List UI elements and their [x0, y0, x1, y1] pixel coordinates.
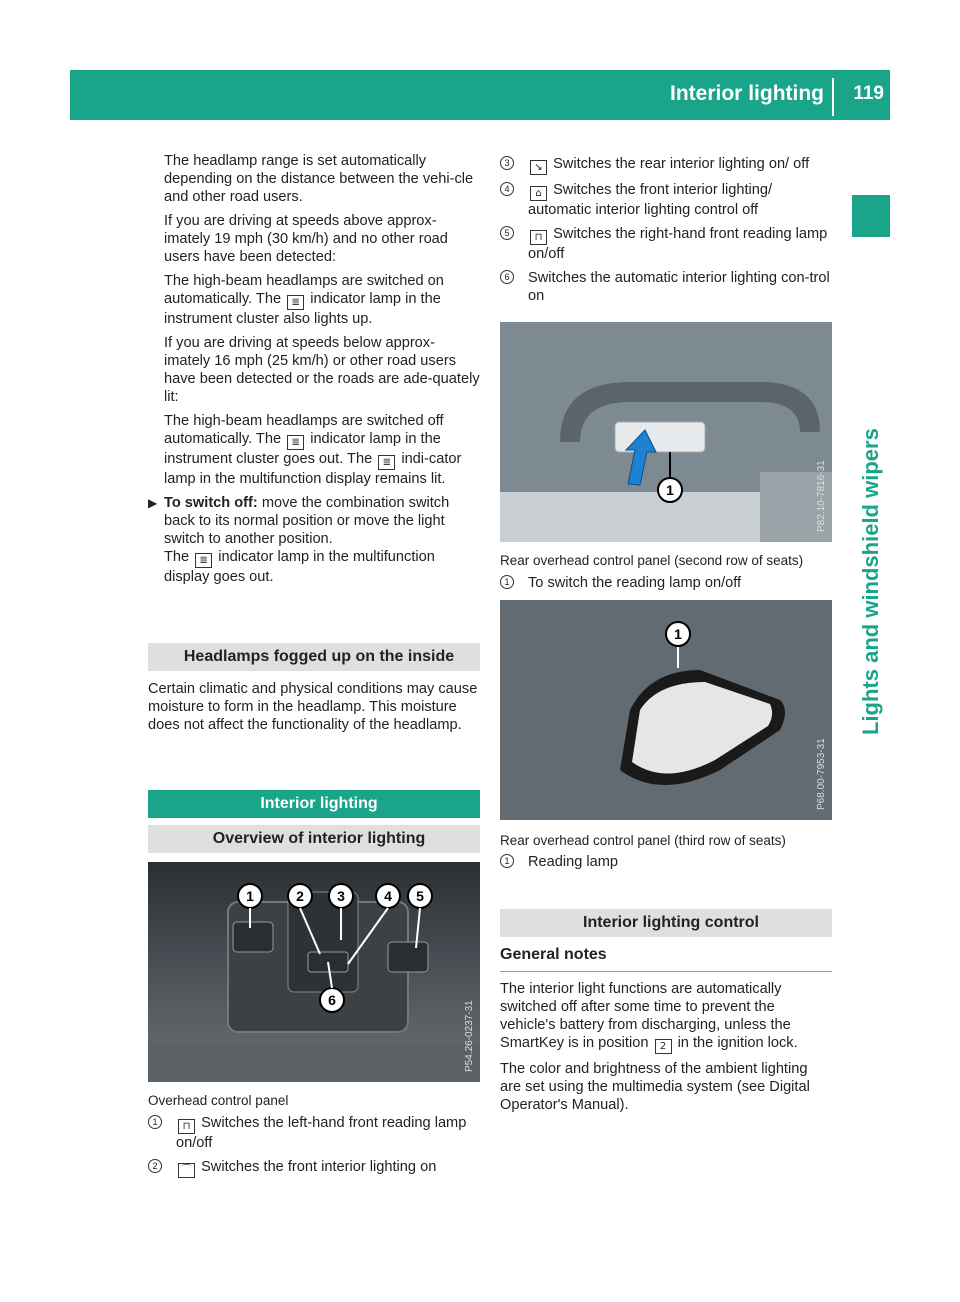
- subheading-general-notes: General notes: [500, 946, 607, 963]
- header-divider: [832, 78, 834, 116]
- photo1-marker-6: 6: [328, 992, 336, 1008]
- reading-lamp-icon: ⊓: [178, 1119, 195, 1134]
- paragraph-fogged: Certain climatic and physical conditions may cause moisture to form in the headlamp. This moisture does not affect the functionality of the headlamp.: [148, 681, 478, 733]
- section-heading-fogged: Headlamps fogged up on the inside: [148, 643, 480, 671]
- items-left: [148, 1114, 480, 1184]
- list-item: 3 ↘ Switches the rear interior lighting on/ off: [500, 155, 832, 175]
- list-item: 1 Reading lamp: [500, 853, 832, 871]
- paragraph-below-speed: If you are driving at speeds below approx-imately 16 mph (25 km/h) or other road users have been detected or the roads are ade-quately lit:: [164, 335, 480, 405]
- photo3-caption: Rear overhead control panel (third row of seats): [500, 833, 786, 848]
- list-item: 2 ⌒ Switches the front interior lighting on: [148, 1158, 480, 1178]
- photo2-marker: 1: [666, 482, 674, 498]
- left-column: [148, 152, 480, 592]
- paragraph-high-beam-off: The high-beam headlamps are switched off automatically. The ≣ indicator lamp in the instrument cluster goes out. The ≣ indi-cator lamp in the multifunction display remains lit.: [164, 413, 462, 487]
- fogged-text-block: [148, 680, 480, 740]
- paragraph-high-beam-on: The high-beam headlamps are switched on automatically. The ≣ indicator lamp in the instrument cluster also lights up.: [164, 273, 444, 327]
- photo2-legend: [500, 574, 832, 598]
- photo2-code: P82.10-7816-31: [816, 460, 827, 532]
- interior-off-icon: ⌂: [530, 186, 547, 201]
- headlamp-assist-icon: ≣: [378, 455, 395, 470]
- photo2-callout: [500, 322, 832, 542]
- photo1-marker-5: 5: [416, 888, 424, 904]
- photo1-callouts: [148, 862, 480, 1082]
- photo1-marker-3: 3: [337, 888, 345, 904]
- heading-divider: [500, 971, 832, 972]
- subsection-heading-overview: Overview of interior lighting: [148, 825, 480, 853]
- chapter-label-text: Lights and windshield wipers: [858, 428, 883, 735]
- control-text-block: [500, 980, 832, 1120]
- list-item: 1 ⊓ Switches the left-hand front reading lamp on/off: [148, 1114, 480, 1152]
- list-item: 1 To switch the reading lamp on/off: [500, 574, 832, 592]
- headlamp-assist-icon: ≣: [195, 553, 212, 568]
- photo3-legend: [500, 853, 832, 877]
- chapter-side-label: [852, 255, 890, 735]
- interior-light-on-icon: ⌒: [178, 1163, 195, 1178]
- paragraph-auto-off: The interior light functions are automatically switched off after some time to prevent the vehicle's battery from discharging, unless the SmartKey is in position 2 in the ignition lock.: [500, 981, 798, 1052]
- key-position-badge: 2: [655, 1039, 672, 1054]
- reading-lamp-icon: ⊓: [530, 230, 547, 245]
- photo3-code: P68.00-7953-31: [816, 738, 827, 810]
- photo1-marker-4: 4: [384, 888, 392, 904]
- paragraph-switch-off: ▶ To switch off: move the combination switch back to its normal position or move the light switch to another position. The ≣ indicator lamp in the multifunction display goes out.: [148, 495, 450, 585]
- paragraph-ambient: The color and brightness of the ambient lighting are set using the multimedia system (see Digital Operator's Manual).: [500, 1061, 810, 1113]
- photo2-caption: Rear overhead control panel (second row of seats): [500, 553, 804, 568]
- paragraph-above-speed: If you are driving at speeds above approx-imately 19 mph (30 km/h) and no other road users have been detected:: [164, 213, 448, 265]
- paragraph-range: The headlamp range is set automatically depending on the distance between the vehi-cle and other road users.: [164, 153, 474, 205]
- rear-light-icon: ↘: [530, 160, 547, 175]
- photo1-caption: Overhead control panel: [148, 1093, 289, 1108]
- list-item: 4 ⌂ Switches the front interior lighting/ automatic interior lighting control off: [500, 181, 832, 219]
- step-arrow-icon: ▶: [148, 496, 158, 510]
- header-title: Interior lighting: [670, 82, 824, 105]
- high-beam-icon: ≣: [287, 435, 304, 450]
- list-item: 6 Switches the automatic interior lighting con-trol on: [500, 269, 832, 305]
- chapter-tab-marker: [852, 195, 890, 237]
- photo3-callout: [500, 600, 832, 820]
- photo1-code: P54.26-0237-31: [464, 1000, 475, 1072]
- page-number: 119: [853, 83, 884, 104]
- high-beam-icon: ≣: [287, 295, 304, 310]
- items-right: [500, 155, 832, 311]
- photo1-marker-1: 1: [246, 888, 254, 904]
- list-item: 5 ⊓ Switches the right-hand front reading lamp on/off: [500, 225, 832, 263]
- photo3-marker: 1: [674, 626, 682, 642]
- section-heading-interior: Interior lighting: [148, 790, 480, 818]
- photo1-marker-2: 2: [296, 888, 304, 904]
- page-header: [70, 70, 890, 120]
- section-heading-control: Interior lighting control: [500, 909, 832, 937]
